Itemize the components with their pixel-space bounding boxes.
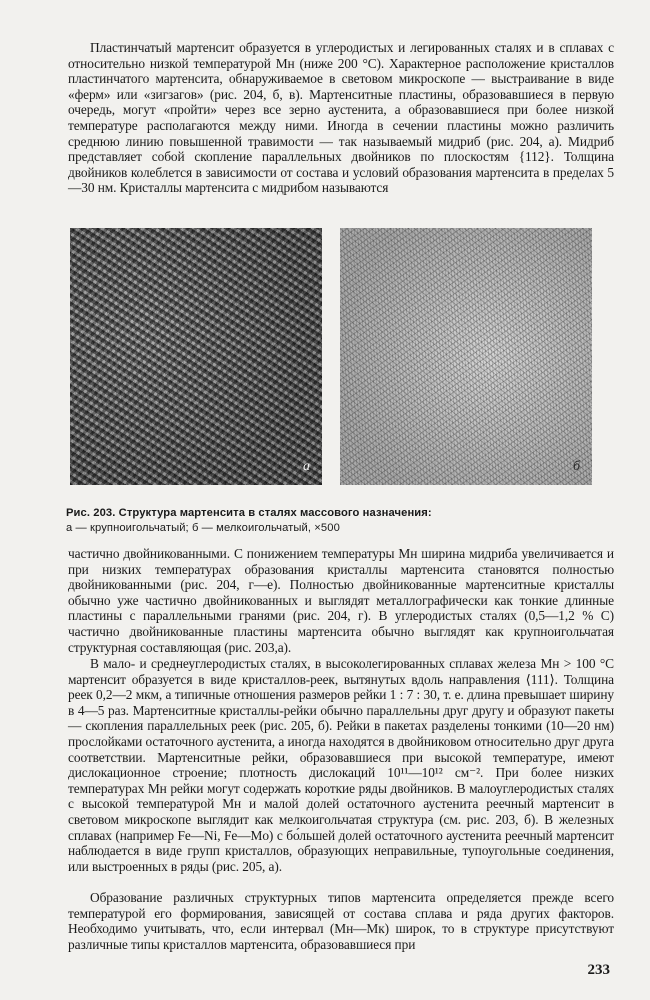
paragraph-twinned: частично двойникованными. С понижением температуры Mн ширина мидриба увеличивается и при низких температурах образования кристаллы мартенсита становятся полностью двойникованными (рис. 204, г—е). Полностью двойникованные мартенситные кристаллы обычно уже частично двойникованных и выглядят металлографически как тонкие длинные пластины с параллельными гранями (рис. 204, г). В углеродистых сталях (0,5—1,2 % С) частично двойникованные пластины мартенсита обычно выглядят как крупноигольчатая структурная составляющая (рис. 203,а).	[68, 546, 614, 655]
caption-title: Рис. 203. Структура мартенсита в сталях массового назначения:	[66, 507, 432, 519]
figure-caption	[66, 506, 616, 536]
paragraph-lath-plate-martensite: Пластинчатый мартенсит образуется в углеродистых и легированных сталях и в сплавах с относительно низкой температурой Mн (ниже 200 °С). Характерное расположение кристаллов пластинчатого мартенсита, обнаруживаемое в световом микроскопе — выстраивание в виде «ферм» или «зигзагов» (рис. 204, б, в). Мартенситные пластины, образовавшиеся в первую очередь, могут «пройти» через все зерно аустенита, а образовавшиеся при более низкой температуре располагаются между ними. Иногда в сечении пластины можно различить среднюю линию повышенной травимости — так называемый мидриб (рис. 204, а). Мидриб представляет собой скопление параллельных двойников по плоскостям {112}. Толщина двойников колеблется в зависимости от состава и условий образования мартенсита в пределах 5—30 нм. Кристаллы мартенсита с мидрибом называются	[68, 40, 614, 196]
figure-203	[70, 228, 615, 488]
page-number: 233	[587, 962, 610, 978]
micrograph-fine-needle	[340, 228, 592, 485]
paragraph-formation: Образование различных структурных типов мартенсита определяется прежде всего температурой его формирования, зависящей от состава сплава и ряда других факторов. Необходимо учитывать, что, если интервал (Mн—Mк) широк, то в структуре присутствуют различные типы кристаллов мартенсита, образовавшиеся при	[68, 890, 614, 952]
paragraph-lath-martensite: В мало- и среднеуглеродистых сталях, в высоколегированных сплавах железа Mн > 100 °С мартенсит образуется в виде кристаллов-реек, вытянутых вдоль направления ⟨111⟩. Толщина реек 0,2—2 мкм, а типичные отношения размеров рейки 1 : 7 : 30, т. е. длина превышает ширину в 4—5 раз. Мартенситные кристаллы-рейки обычно параллельны друг другу и образуют пакеты — скопления параллельных реек (рис. 205, б). Рейки в пакетах разделены тонкими (10—20 нм) прослойками остаточного аустенита, а иногда находятся в двойниковом относительно друг друга соответствии. Мартенситные рейки, образовавшиеся при высокой температуре, имеют дислокационное строение; плотность дислокаций 10¹¹—10¹² см⁻². При более низких температурах Mн рейки могут содержать короткие ряды двойников. В малоуглеродистых сталях с высокой температурой Mн и малой долей остаточного аустенита реечный мартенсит в световом микроскопе выглядит как мелкоигольчатая структура (см. рис. 203, б). В железных сплавах (например Fe—Ni, Fe—Mo) с бо́льшей долей остаточного аустенита реечный мартенсит наблюдается в виде групп кристаллов, образующих неправильные, тупоугольные соединения, или выстроенных в ряды (рис. 205, а).	[68, 656, 614, 874]
caption-legend: а — крупноигольчатый; б — мелкоигольчатый, ×500	[66, 522, 340, 534]
micrograph-coarse-needle	[70, 228, 322, 485]
micrograph-label-b: б	[572, 459, 580, 474]
micrograph-label-a: а	[303, 459, 310, 474]
